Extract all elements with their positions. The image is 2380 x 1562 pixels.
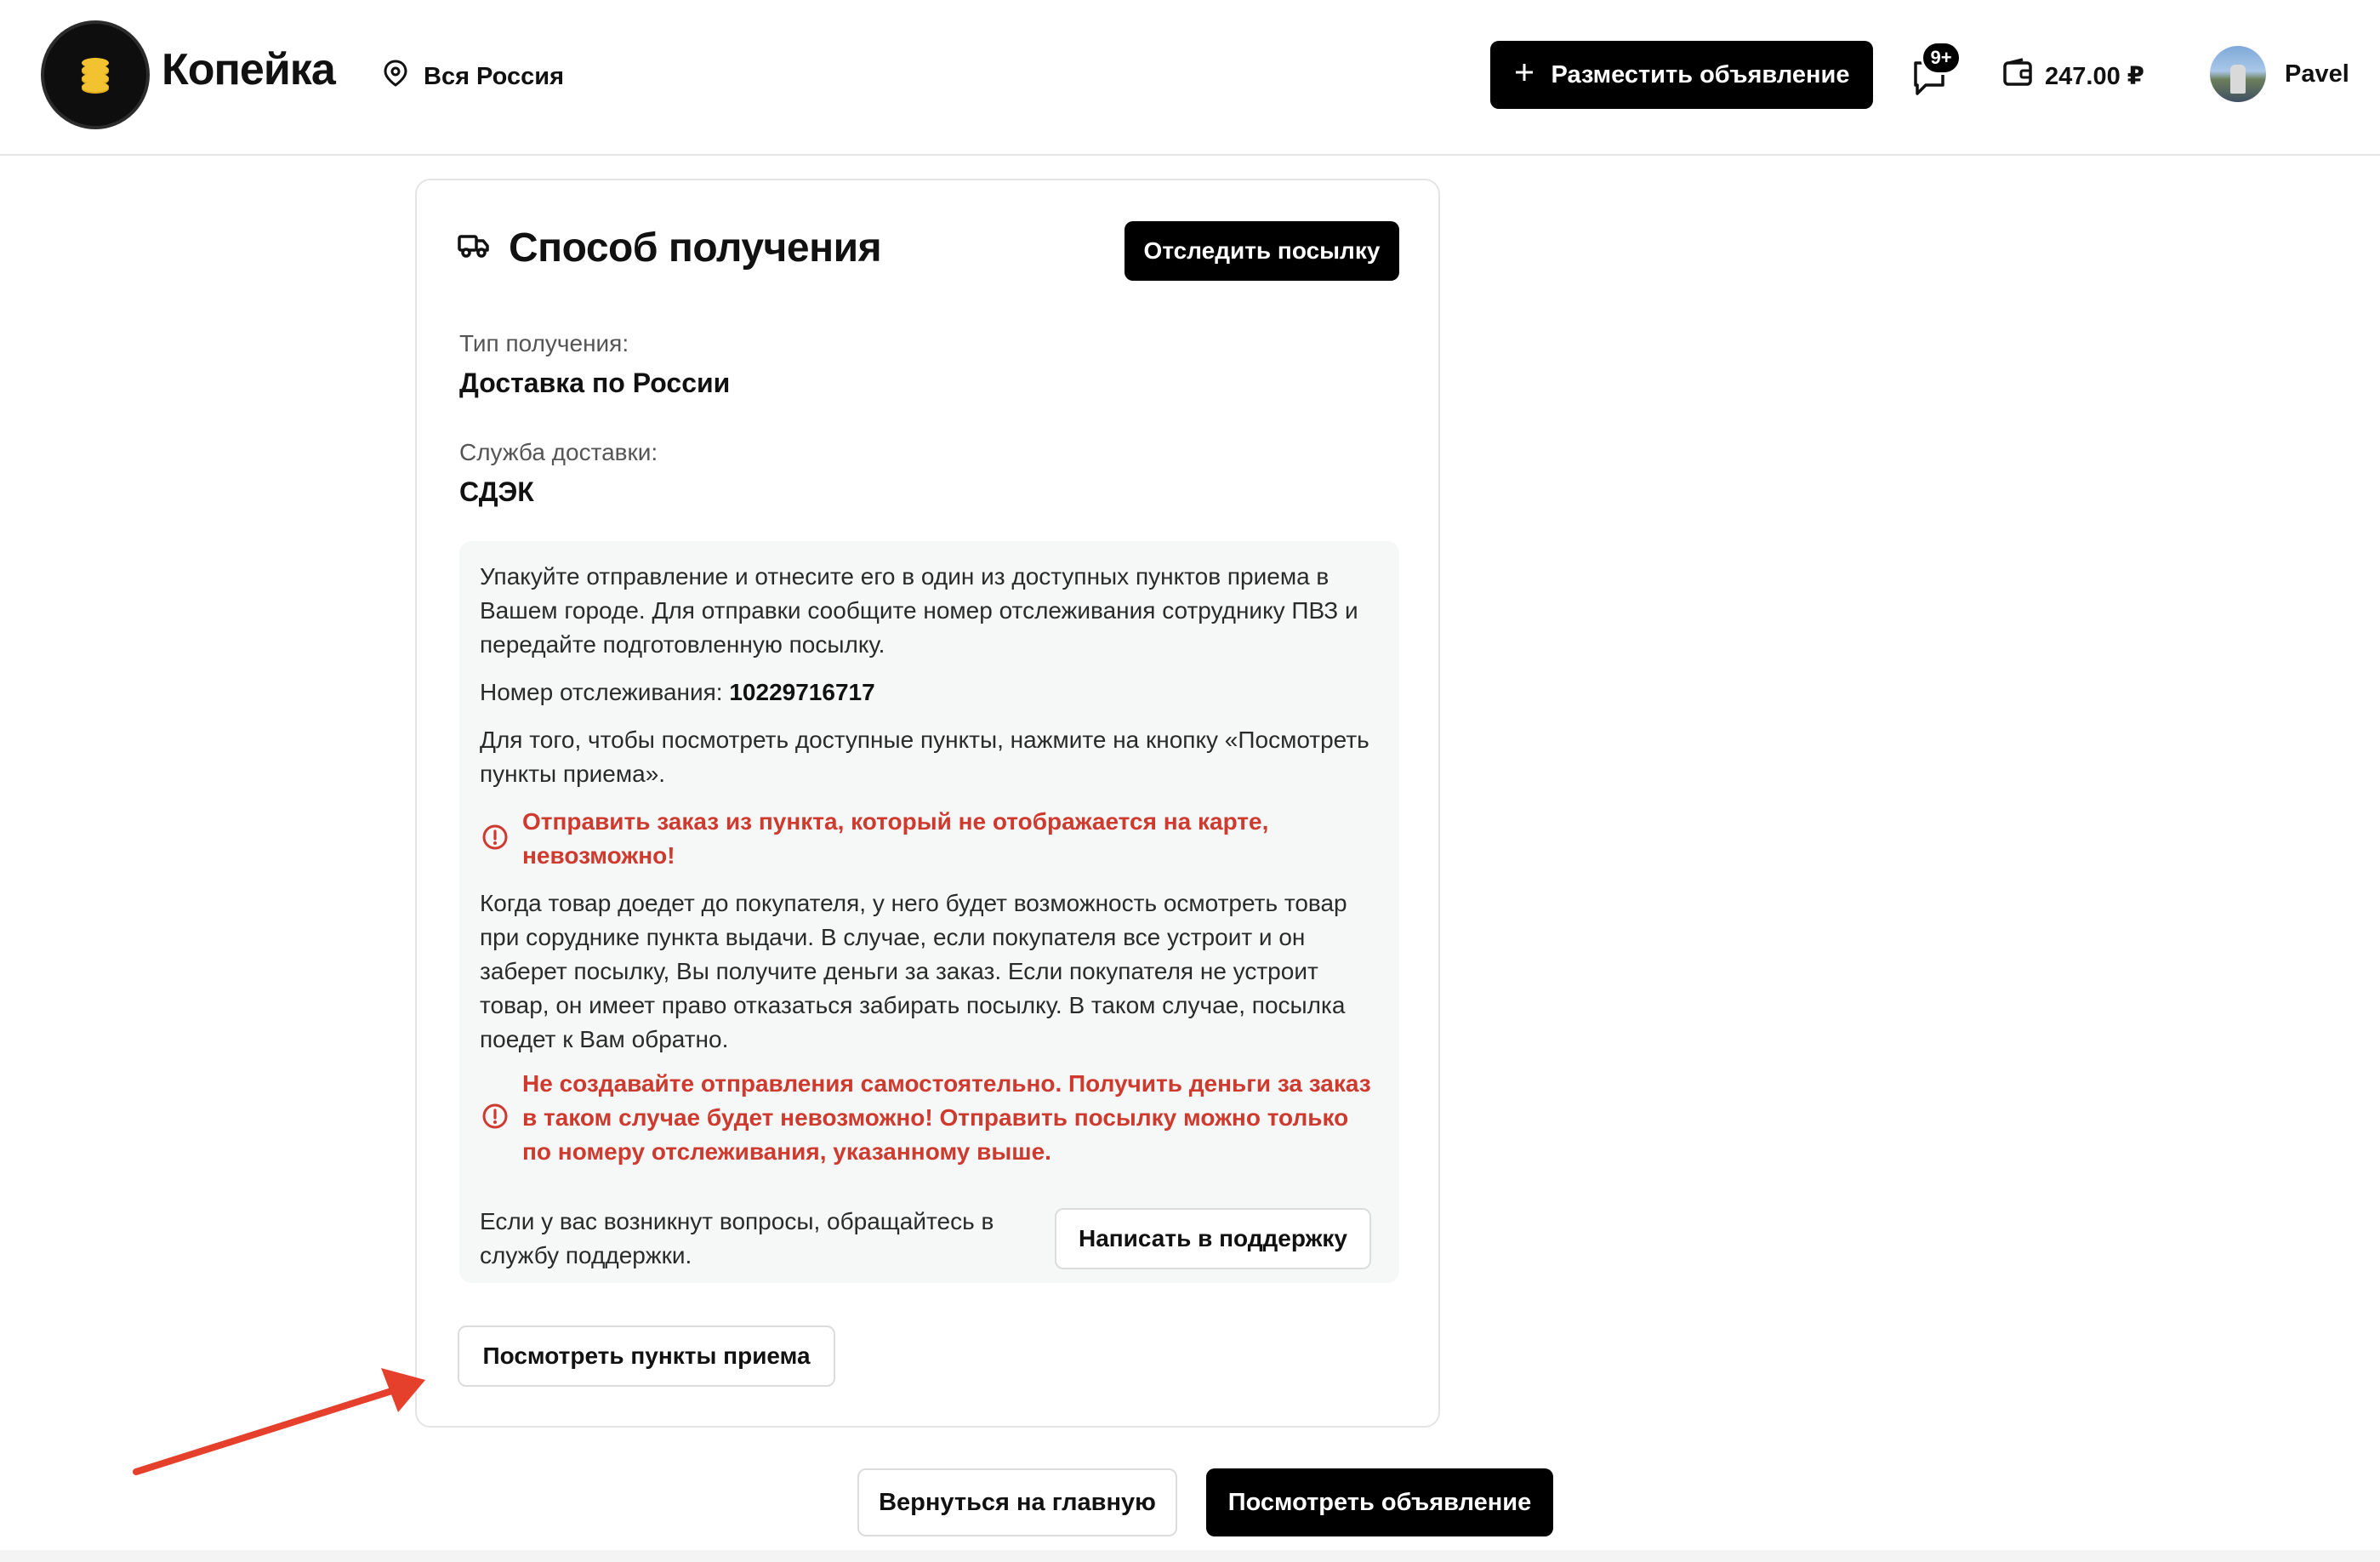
annotation-arrow	[128, 1344, 468, 1480]
back-home-button[interactable]: Вернуться на главную	[857, 1468, 1177, 1536]
post-ad-button[interactable]	[1490, 41, 1873, 109]
card-title: Способ получения	[509, 225, 882, 271]
instructions-panel	[459, 541, 1399, 1283]
alert-circle-icon	[481, 1103, 509, 1134]
view-listing-button[interactable]: Посмотреть объявление	[1206, 1468, 1553, 1536]
warning-map-only	[481, 805, 1383, 873]
location-pin-icon	[383, 60, 408, 94]
track-parcel-button[interactable]: Отследить посылку	[1125, 221, 1399, 281]
support-text: Если у вас возникнут вопросы, обращайтесь в службу поддержки.	[480, 1208, 994, 1268]
avatar	[2210, 46, 2266, 102]
logo-coins-icon[interactable]	[41, 20, 150, 129]
warning-map-only-text: Отправить заказ из пункта, который не отображается на карте, невозможно!	[522, 808, 1269, 869]
plus-icon	[1514, 61, 1534, 89]
contact-support-button[interactable]: Написать в поддержку	[1055, 1208, 1371, 1269]
wallet-balance[interactable]	[2002, 58, 2144, 94]
warning-no-self-shipping	[481, 1067, 1383, 1169]
delivery-service-label: Служба доставки:	[459, 439, 658, 465]
delivery-method-card	[415, 179, 1440, 1428]
post-ad-label: Разместить объявление	[1551, 60, 1850, 88]
region-selector[interactable]	[383, 60, 564, 94]
receive-type-value: Доставка по России	[459, 368, 731, 398]
buyer-inspection-paragraph: Когда товар доедет до покупателя, у него будет возможность осмотреть товар при соруднике пункта выдачи. В случае, если покупателя все устроит и он заберет посылку, Вы получите деньги за заказ. Если покупателя не устроит товар, он имеет право отказаться забирать посылку. В таком случае, посылка поедет к Вам обратно.	[480, 890, 1347, 1052]
card-header	[458, 225, 881, 271]
delivery-service-value: СДЭК	[459, 476, 534, 507]
truck-icon	[458, 233, 490, 263]
alert-circle-icon	[481, 824, 509, 855]
view-drop-points-button[interactable]: Посмотреть пункты приема	[458, 1325, 835, 1387]
top-header	[0, 0, 2380, 156]
messages-badge: 9+	[1921, 41, 1962, 75]
tracking-number-row	[480, 676, 1381, 710]
warning-no-self-shipping-text: Не создавайте отправления самостоятельно. Получить деньги за заказ в таком случае будет невозможно! Отправить посылку можно только по номеру отслеживания, указанному выше.	[522, 1070, 1371, 1165]
tracking-number: 10229716717	[729, 679, 875, 705]
instructions-paragraph: Упакуйте отправление и отнесите его в один из доступных пунктов приема в Вашем городе. Для отправки сообщите номер отслеживания сотруднику ПВЗ и передайте подготовленную посылку.	[480, 563, 1358, 658]
wallet-icon	[2002, 58, 2033, 94]
tracking-number-label: Номер отслеживания:	[480, 679, 723, 705]
user-menu[interactable]	[2210, 46, 2349, 102]
page-bottom-strip	[0, 1550, 2380, 1562]
brand-name[interactable]: Копейка	[162, 45, 335, 94]
region-label: Вся Россия	[424, 62, 565, 90]
points-hint-paragraph: Для того, чтобы посмотреть доступные пункты, нажмите на кнопку «Посмотреть пункты приема».	[480, 727, 1369, 787]
receive-type-label: Тип получения:	[459, 330, 629, 356]
user-name: Pavel	[2285, 60, 2349, 88]
wallet-amount: 247.00 ₽	[2045, 62, 2144, 90]
